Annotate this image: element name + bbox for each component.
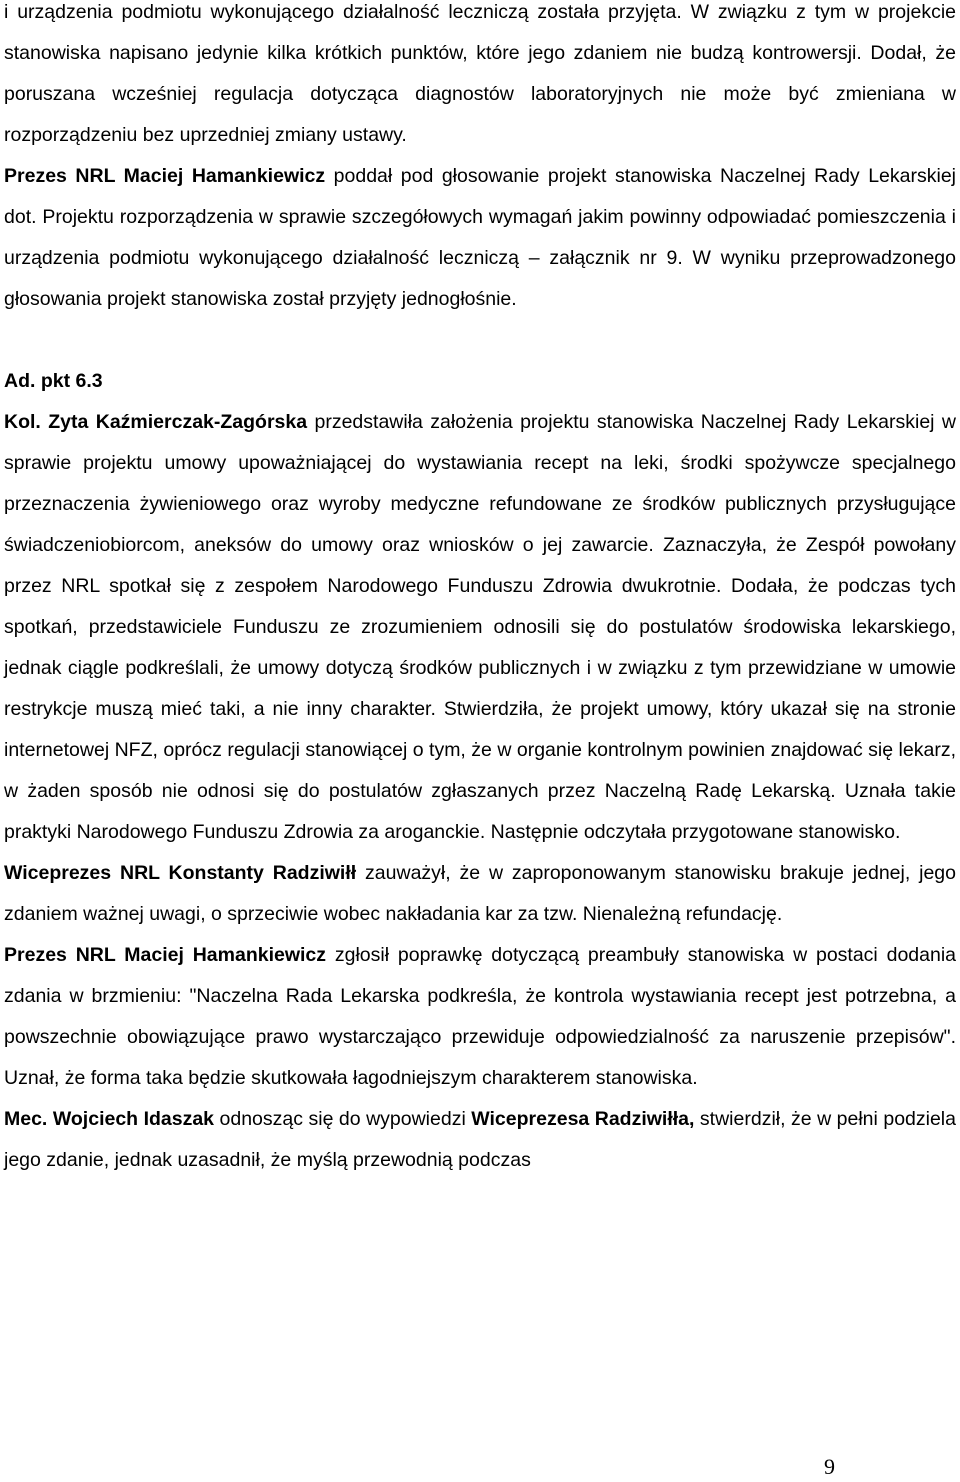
paragraph-text: i urządzenia podmiotu wykonującego działalność leczniczą została przyjęta. W związku z tym w projekcie stanowiska napisano jedynie kilka krótkich punktów, które jego zdaniem nie budzą kontrowersji. Dodał, że poruszana wcześniej regulacja dotycząca diagnostów laboratoryjnych nie może być zmieniana w rozporządzeniu bez uprzedniej zmiany ustawy. (4, 1, 956, 146)
paragraph-text: zauważył, że w zaproponowanym stanowisku brakuje jednej, jego zdaniem ważnej uwagi, o sprzeciwie wobec nakładania kar za tzw. Nienależną refundację. (4, 862, 956, 925)
paragraph-text: stwierdził, że w pełni podziela jego zdanie, jednak uzasadnił, że myślą przewodnią podczas (4, 1108, 956, 1171)
document-page (4, 0, 956, 1181)
speaker-name: Prezes NRL Maciej Hamankiewicz (4, 165, 326, 187)
paragraph-amendment (4, 935, 956, 1099)
speaker-name: Wiceprezes NRL Konstanty Radziwiłł (4, 862, 357, 884)
paragraph-remark (4, 853, 956, 935)
spacer (4, 320, 956, 361)
speaker-name: Prezes NRL Maciej Hamankiewicz (4, 944, 327, 966)
paragraph-text: zgłosił poprawkę dotyczącą preambuły stanowiska w postaci dodania zdania w brzmieniu: "Naczelna Rada Lekarska podkreśla, że kontrola wystawiania recept jest potrzebna, a powszechnie obowiązujące prawo wystarczająco przewiduje odpowiedzialność za naruszenie przepisów". Uznał, że forma taka będzie skutkowała łagodniejszym charakterem stanowiska. (4, 944, 957, 1089)
paragraph-text: przedstawiła założenia projektu stanowiska Naczelnej Rady Lekarskiej w sprawie projektu umowy upoważniającej do wystawiania recept na leki, środki spożywcze specjalnego przeznaczenia żywieniowego oraz wyroby medyczne refundowane ze środków publicznych przysługujące świadczeniobiorcom, aneksów do umowy oraz wniosków o jej zawarcie. Zaznaczyła, że Zespół powołany przez NRL spotkał się z zespołem Narodowego Funduszu Zdrowia dwukrotnie. Dodała, że podczas tych spotkań, przedstawiciele Funduszu ze zrozumieniem odnosili się do postulatów środowiska lekarskiego, jednak ciągle podkreślali, że umowy dotyczą środków publicznych i w związku z tym przewidziane w umowie restrykcje muszą mieć taki, a nie inny charakter. Stwierdziła, że projekt umowy, który ukazał się na stronie internetowej NFZ, oprócz regulacji stanowiącej o tym, że w organie kontrolnym powinien znajdować się lekarz, w żaden sposób nie odnosi się do postulatów zgłaszanych przez Naczelną Radę Lekarską. Uznała takie praktyki Narodowego Funduszu Zdrowia za aroganckie. Następnie odczytała przygotowane stanowisko. (4, 411, 956, 843)
paragraph-text: poddał pod głosowanie projekt stanowiska Naczelnej Rady Lekarskiej dot. Projektu rozporządzenia w sprawie szczegółowych wymagań jakim powinny odpowiadać pomieszczenia i urządzenia podmiotu wykonującego działalność leczniczą – załącznik nr 9. W wyniku przeprowadzonego głosowania projekt stanowiska został przyjęty jednogłośnie. (4, 165, 957, 310)
section-heading: Ad. pkt 6.3 (4, 370, 103, 392)
paragraph-summary (4, 0, 956, 156)
paragraph-text: odnosząc się do wypowiedzi (214, 1108, 472, 1130)
speaker-name: Kol. Zyta Kaźmierczak-Zagórska (4, 411, 308, 433)
page-number: 9 (824, 1454, 835, 1479)
paragraph-vote (4, 156, 956, 320)
paragraph-presentation (4, 402, 956, 853)
referenced-name: Wiceprezesa Radziwiłła, (471, 1108, 695, 1130)
speaker-name: Mec. Wojciech Idaszak (4, 1108, 215, 1130)
paragraph-response (4, 1099, 956, 1181)
